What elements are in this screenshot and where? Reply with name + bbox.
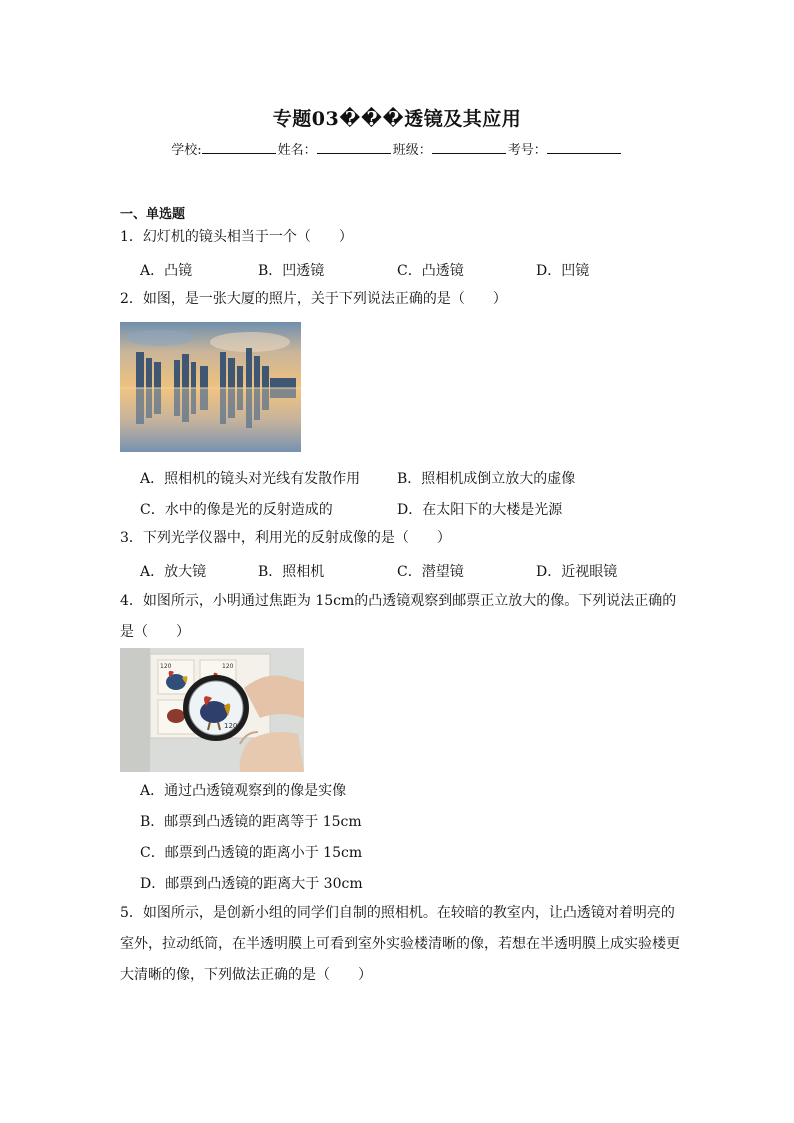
section-heading: 一、单选题 [120,207,186,222]
q4-option-c[interactable]: C．邮票到凸透镜的距离小于 15cm [140,845,363,861]
class-blank[interactable] [432,141,506,154]
magnifier-stamp-photo [120,648,304,772]
q2-option-c[interactable]: C．水中的像是光的反射造成的 [140,502,333,518]
stamp-value-right: 120 [222,663,234,670]
class-label: 班级： [392,143,432,158]
question-5-stem-line1: 5．如图所示，是创新小组的同学们自制的照相机。在较暗的教室内，让凸透镜对着明亮的 [120,905,675,921]
question-4-stem-line2: 是（ ） [120,624,190,640]
q2-option-a[interactable]: A．照相机的镜头对光线有发散作用 [140,471,361,487]
city-skyline-photo [120,322,301,452]
question-5-stem-line2: 室外，拉动纸筒，在半透明膜上可看到室外实验楼清晰的像，若想在半透明膜上成实验楼更 [120,936,680,952]
student-info-line [0,139,794,158]
question-5-stem-line3: 大清晰的像，下列做法正确的是（ ） [120,967,372,983]
exam-no-blank[interactable] [547,141,621,154]
magnifier-over-stamp-illustration [120,648,304,772]
q3-option-a[interactable]: A．放大镜 [140,564,207,580]
q4-option-d[interactable]: D．邮票到凸透镜的距离大于 30cm [140,876,363,892]
q3-option-b[interactable]: B．照相机 [258,564,325,580]
school-label: 学校: [171,143,202,158]
page-title: 专题03���透镜及其应用 [272,108,522,130]
skyline-reflection-illustration [120,322,301,452]
q1-option-c[interactable]: C．凸透镜 [397,263,464,279]
q4-option-b[interactable]: B．邮票到凸透镜的距离等于 15cm [140,814,362,830]
exam-no-label: 考号： [507,143,547,158]
question-3-stem: 3．下列光学仪器中，利用光的反射成像的是（ ） [120,530,451,546]
q3-option-c[interactable]: C．潜望镜 [397,564,464,580]
q1-option-a[interactable]: A．凸镜 [140,263,193,279]
q3-option-d[interactable]: D．近视眼镜 [536,564,618,580]
stamp-value-left: 120 [160,663,172,670]
question-1-stem: 1．幻灯机的镜头相当于一个（ ） [120,229,353,245]
q1-option-b[interactable]: B．凹透镜 [258,263,325,279]
stamp-value-lens: 120 [224,722,238,730]
q2-option-b[interactable]: B．照相机成倒立放大的虚像 [397,471,576,487]
q1-option-d[interactable]: D．凹镜 [536,263,590,279]
question-4-stem-line1: 4．如图所示，小明通过焦距为 15cm的凸透镜观察到邮票正立放大的像。下列说法正确的 [120,593,677,609]
question-2-stem: 2．如图，是一张大厦的照片，关于下列说法正确的是（ ） [120,291,507,307]
school-blank[interactable] [202,141,276,154]
name-blank[interactable] [317,141,391,154]
name-label: 姓名： [277,143,317,158]
q2-option-d[interactable]: D．在太阳下的大楼是光源 [397,502,563,518]
q4-option-a[interactable]: A．通过凸透镜观察到的像是实像 [140,783,347,799]
